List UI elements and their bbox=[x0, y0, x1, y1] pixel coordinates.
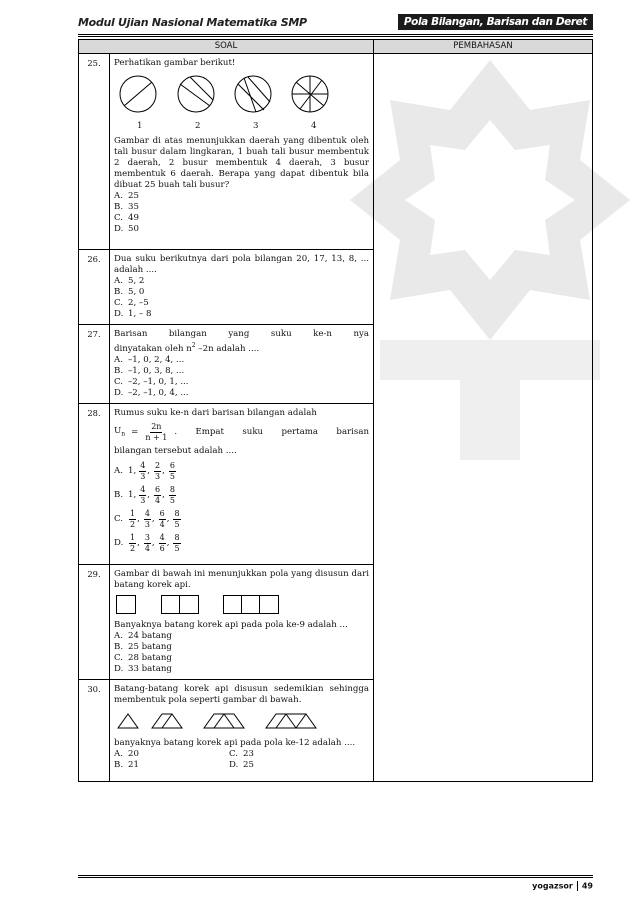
question-text-2: Banyaknya batang korek api pada pola ke-9 adalah ... bbox=[114, 619, 348, 630]
question-row-25 bbox=[79, 54, 593, 250]
option-c: C. 2, –5 bbox=[114, 298, 149, 308]
question-number: 30. bbox=[79, 679, 110, 781]
option-a: A. 5, 2 bbox=[114, 276, 145, 286]
option-d: D. 33 batang bbox=[114, 663, 172, 674]
fraction: $\frac{8}{5}$ bbox=[174, 532, 180, 553]
question-text: Batang-batang korek api disusun sedemikian sehingga membentuk pola seperti gambar di bawah. bbox=[114, 683, 369, 705]
question-number: 27. bbox=[79, 325, 110, 404]
question-number: 26. bbox=[79, 250, 110, 325]
question-text-line1: Barisan bilangan yang suku ke-n nya bbox=[114, 329, 369, 339]
formula-lhs: $U_n$ bbox=[114, 425, 126, 438]
option-c: C. 23 bbox=[229, 748, 254, 759]
fraction: $\frac{8}{5}$ bbox=[174, 508, 180, 529]
figure-label: 3 bbox=[253, 121, 259, 131]
pattern-3 bbox=[223, 595, 279, 614]
pembahasan-cell bbox=[374, 54, 593, 782]
formula-line bbox=[114, 422, 369, 443]
question-number: 25. bbox=[79, 54, 110, 250]
question-body bbox=[110, 564, 374, 679]
question-body bbox=[110, 679, 374, 781]
question-text-line3: bilangan tersebut adalah .... bbox=[114, 445, 237, 456]
chord-circles-figure bbox=[116, 75, 346, 115]
figure-label: 4 bbox=[311, 121, 317, 131]
fraction-options bbox=[114, 461, 369, 554]
options-row-1 bbox=[114, 749, 369, 760]
fraction: $\frac{6}{5}$ bbox=[169, 460, 175, 481]
option-d: D. 1, – 8 bbox=[114, 309, 152, 319]
option-c: C. –2, –1, 0, 1, ... bbox=[114, 376, 189, 387]
matchstick-triangles-figure bbox=[116, 712, 348, 730]
option-a: A. 20 bbox=[114, 748, 139, 759]
fraction: $\frac{4}{3}$ bbox=[140, 484, 146, 505]
module-title: Modul Ujian Nasional Matematika SMP bbox=[78, 16, 307, 29]
option-a: A. –1, 0, 2, 4, ... bbox=[114, 354, 185, 365]
figure-label: 2 bbox=[195, 121, 201, 131]
option-b: B. 21 bbox=[114, 759, 139, 770]
option-c: C. $\frac{1}{2}$ , $\frac{4}{3}$ , $\frac{6}{4}$ , $\frac{8}{5}$ bbox=[114, 508, 180, 529]
option-d: D. 25 bbox=[229, 759, 254, 770]
question-body bbox=[110, 403, 374, 564]
question-text-2: banyaknya batang korek api pada pola ke-12 adalah .... bbox=[114, 737, 356, 748]
fraction: $\frac{4}{3}$ bbox=[144, 508, 150, 529]
question-text: Dua suku berikutnya dari pola bilangan 20, 17, 13, 8, ... adalah .... bbox=[114, 254, 369, 275]
header-rule bbox=[78, 34, 593, 37]
option-b: B. 5, 0 bbox=[114, 287, 145, 297]
option-d: D. 50 bbox=[114, 224, 139, 234]
question-body bbox=[110, 325, 374, 404]
option-b: B. 1, $\frac{4}{3}$ , $\frac{6}{4}$ , $\frac{8}{5}$ bbox=[114, 484, 175, 505]
fraction: $\frac{2}{3}$ bbox=[155, 460, 161, 481]
pattern-1 bbox=[116, 595, 136, 614]
footer-text bbox=[532, 881, 593, 891]
matchstick-squares-figure bbox=[114, 595, 369, 614]
question-text: Gambar di bawah ini menunjukkan pola yang disusun dari batang korek api. bbox=[114, 568, 369, 590]
fraction: $\frac{1}{2}$ bbox=[130, 508, 136, 529]
option-a: A. 24 batang bbox=[114, 630, 172, 641]
option-d: D. $\frac{1}{2}$ , $\frac{3}{4}$ , $\frac{4}{6}$ , $\frac{8}{5}$ bbox=[114, 532, 180, 553]
figure-label: 1 bbox=[137, 121, 143, 131]
question-text-line2: dinyatakan oleh $n^2$ –2n adalah .... bbox=[114, 342, 260, 354]
footer-author: yogazsor bbox=[532, 881, 573, 891]
pattern-2 bbox=[161, 595, 199, 614]
option-b: B. 25 batang bbox=[114, 641, 172, 652]
option-b: B. –1, 0, 3, 8, ... bbox=[114, 365, 185, 376]
formula-fraction: $\frac{2n}{n + 1}$ bbox=[145, 421, 168, 442]
option-c: C. 49 bbox=[114, 213, 139, 223]
option-a: A. 1, $\frac{4}{3}$ , $\frac{2}{3}$ , $\frac{6}{5}$ bbox=[114, 460, 175, 481]
question-text: Gambar di atas menunjukkan daerah yang dibentuk oleh tali busur dalam lingkaran, 1 buah tali busur membentuk 2 daerah, 2 busur membentuk 4 daerah, 3 busur membentuk 6 daerah. Berapa yang dapat dibentuk bila dibuat 25 buah tali busur? bbox=[114, 136, 369, 190]
option-a: A. 25 bbox=[114, 191, 139, 201]
fraction: $\frac{6}{4}$ bbox=[155, 484, 161, 505]
question-text-line2: . Empat suku pertama barisan bbox=[174, 426, 369, 437]
footer-rule bbox=[78, 875, 593, 878]
fraction: $\frac{4}{3}$ bbox=[140, 460, 146, 481]
page-header bbox=[78, 14, 593, 34]
question-text-line1: Rumus suku ke-n dari barisan bilangan adalah bbox=[114, 407, 317, 418]
page-footer bbox=[78, 875, 593, 891]
chapter-title: Pola Bilangan, Barisan dan Deret bbox=[398, 14, 593, 30]
column-header-pembahasan: PEMBAHASAN bbox=[374, 40, 593, 54]
options-row-2 bbox=[114, 760, 369, 771]
column-header-soal: SOAL bbox=[79, 40, 374, 54]
question-number: 28. bbox=[79, 403, 110, 564]
question-body bbox=[110, 250, 374, 325]
question-table bbox=[78, 39, 593, 782]
formula-equals: = bbox=[131, 426, 139, 437]
fraction: $\frac{6}{4}$ bbox=[159, 508, 165, 529]
question-body bbox=[110, 54, 374, 250]
option-d: D. –2, –1, 0, 4, ... bbox=[114, 387, 189, 398]
question-intro: Perhatikan gambar berikut! bbox=[114, 58, 236, 68]
page-number: 49 bbox=[581, 881, 593, 891]
question-number: 29. bbox=[79, 564, 110, 679]
fraction: $\frac{3}{4}$ bbox=[144, 532, 150, 553]
figure-labels bbox=[114, 121, 369, 132]
fraction: $\frac{1}{2}$ bbox=[130, 532, 136, 553]
option-b: B. 35 bbox=[114, 202, 139, 212]
option-c: C. 28 batang bbox=[114, 652, 172, 663]
fraction: $\frac{4}{6}$ bbox=[159, 532, 165, 553]
fraction: $\frac{8}{5}$ bbox=[169, 484, 175, 505]
